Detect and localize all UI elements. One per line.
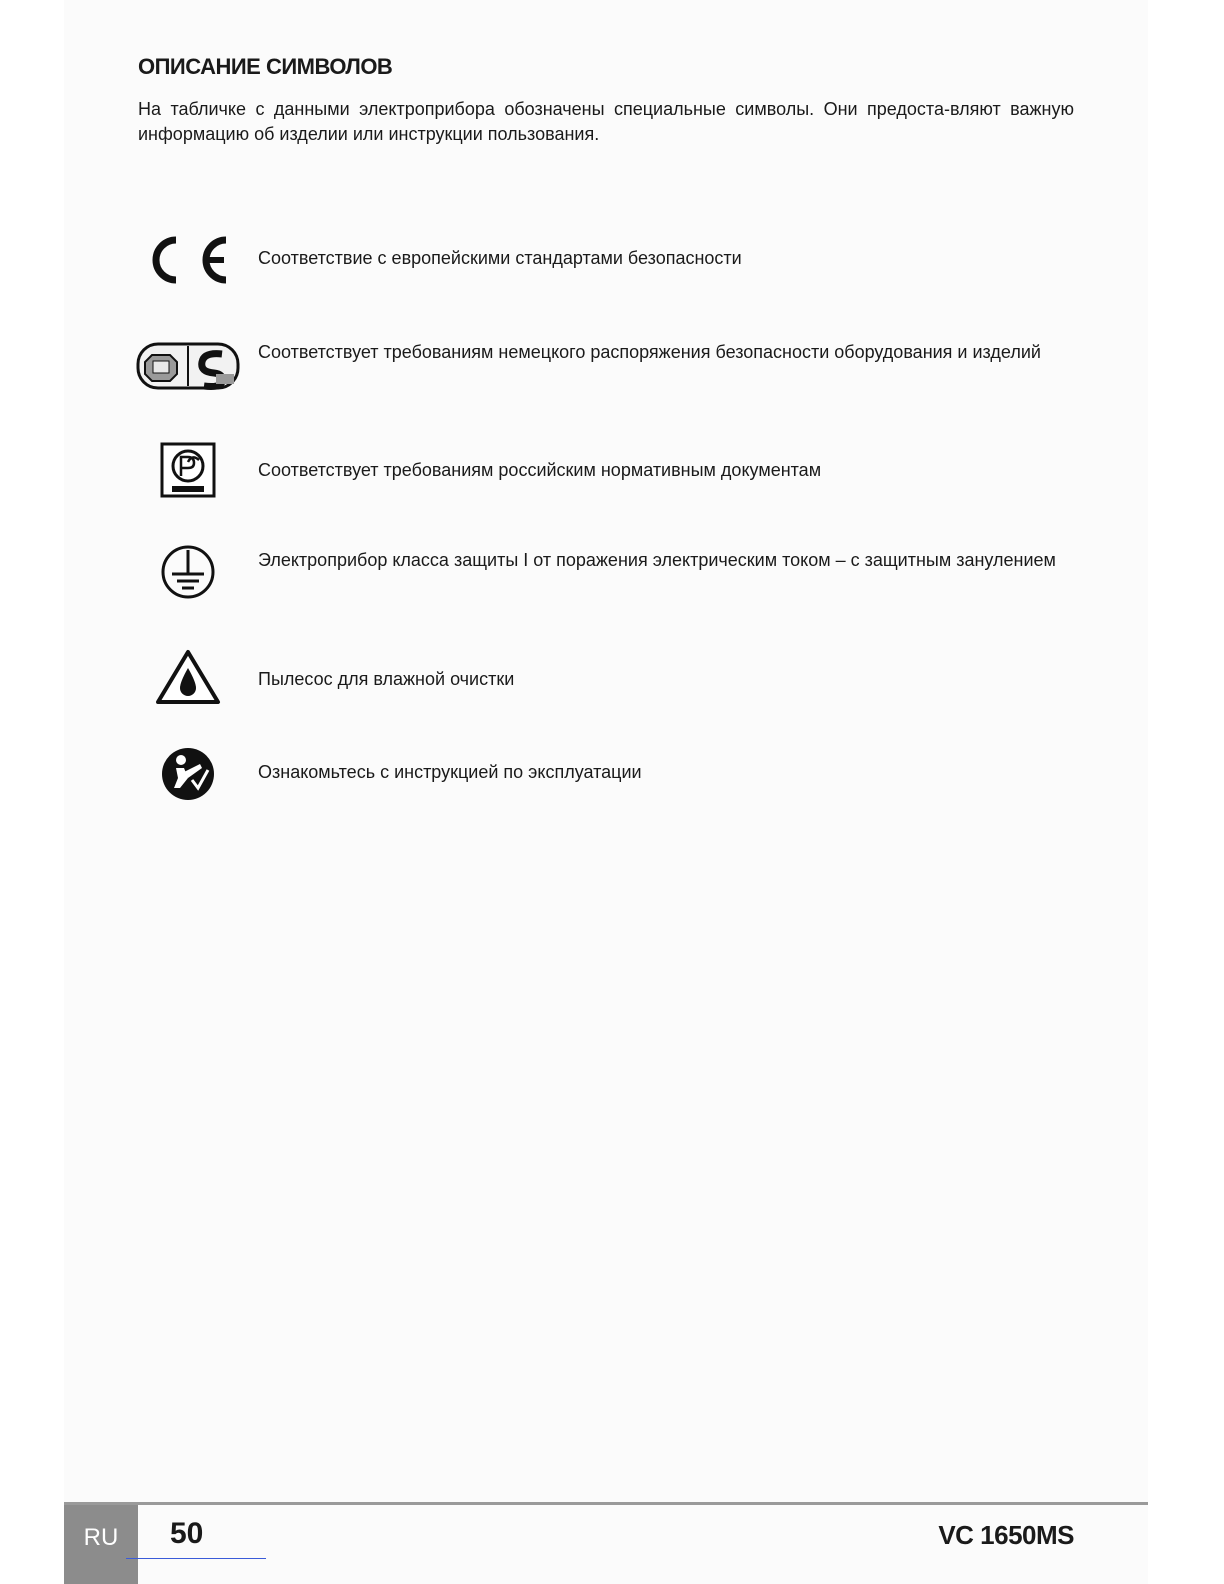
symbol-text-pct: Соответствует требованиям российским нормативным документам	[258, 460, 822, 480]
symbol-text-tuv-gs: Соответствует требованиям немецкого распоряжения безопасности оборудования и изделий	[258, 342, 1041, 362]
symbol-row-ce	[130, 220, 1090, 300]
symbol-text-read-manual: Ознакомьтесь с инструкцией по эксплуатации	[258, 762, 642, 782]
model-name: VC 1650MS	[938, 1520, 1074, 1550]
symbol-text-ce: Соответствие с европейскими стандартами безопасности	[258, 248, 742, 268]
symbol-row-read-manual	[130, 734, 1090, 814]
page-number: 50	[170, 1517, 204, 1550]
pct-mark-icon	[130, 432, 246, 512]
read-manual-icon	[130, 734, 246, 814]
ce-mark-icon	[130, 220, 246, 300]
intro-paragraph: На табличке с данными электроприбора обозначены специальные символы. Они предоста-вляют важную информацию об изделии или инструкции пользования.	[138, 99, 1074, 144]
symbol-row-tuv-gs	[130, 326, 1090, 406]
page-title: ОПИСАНИЕ СИМВОЛОВ	[138, 54, 393, 79]
symbol-text-wet-cleaning: Пылесос для влажной очистки	[258, 669, 515, 689]
symbol-row-wet-cleaning	[130, 642, 1090, 722]
footer-underline	[126, 1558, 266, 1559]
language-badge: RU	[64, 1505, 138, 1584]
symbol-row-protective-earth	[130, 534, 1090, 614]
symbol-row-pct	[130, 432, 1090, 512]
footer-divider	[64, 1502, 1148, 1505]
tuv-gs-mark-icon	[130, 326, 246, 406]
symbol-text-protective-earth: Электроприбор класса защиты I от поражения электрическим током – с защитным занулением	[258, 550, 1056, 570]
protective-earth-icon	[130, 534, 246, 614]
wet-cleaning-warning-icon	[130, 642, 246, 722]
